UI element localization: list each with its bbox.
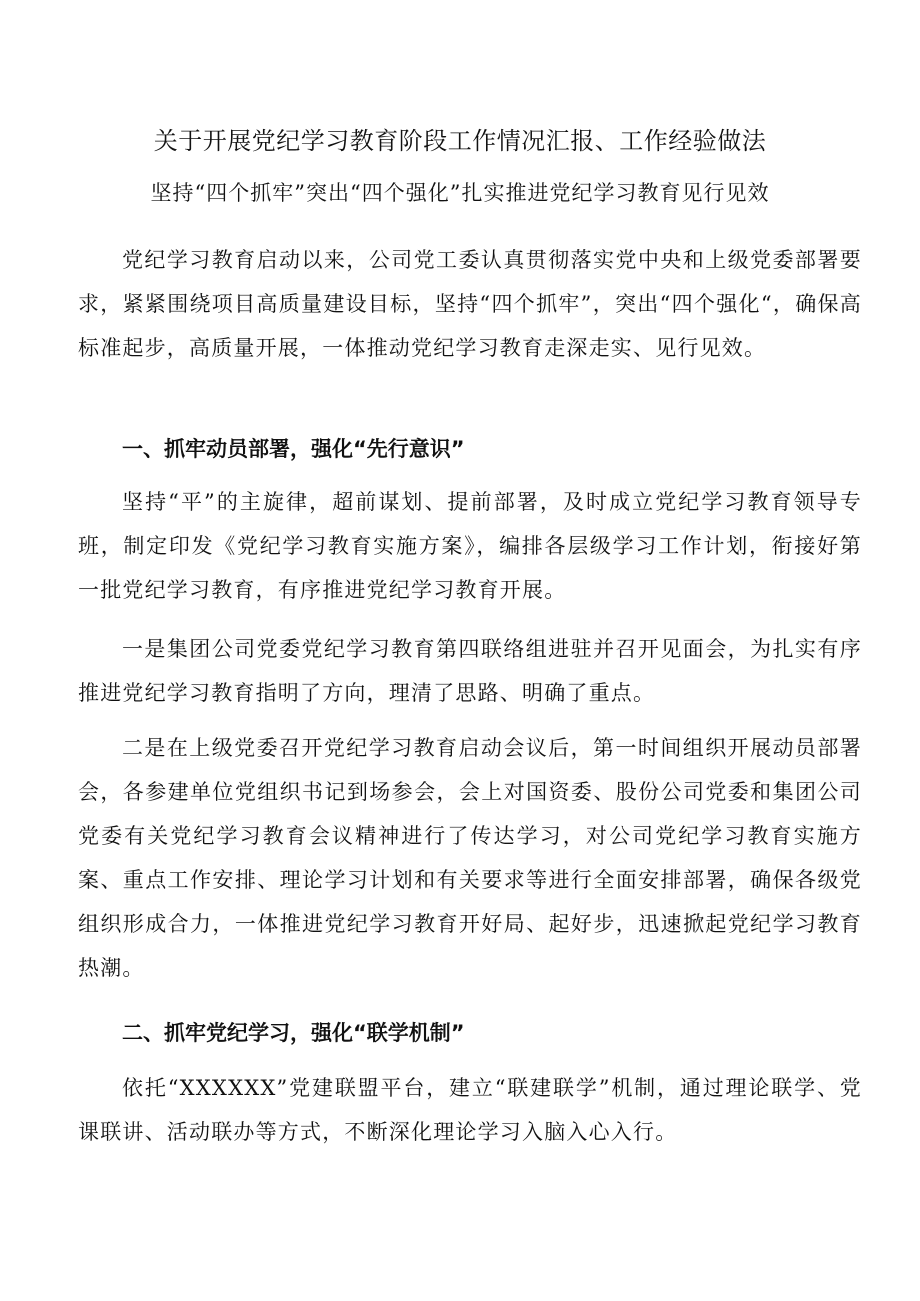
intro-paragraph: 党纪学习教育启动以来，公司党工委认真贯彻落实党中央和上级党委部署要求，紧紧围绕项目高质量建设目标，坚持“四个抓牢”，突出“四个强化“，确保高标准起步，高质量开展，一体推动党纪学习教育走深走实、见行见效。 xyxy=(78,248,862,360)
section-1-paragraph-1: 坚持“平”的主旋律，超前谋划、提前部署，及时成立党纪学习教育领导专班，制定印发《党纪学习教育实施方案》，编排各层级学习工作计划，衔接好第一批党纪学习教育，有序推进党纪学习教育开展。 xyxy=(78,490,862,602)
section-1-heading: 一、抓牢动员部署，强化“先行意识” xyxy=(122,437,465,461)
section-2-heading: 二、抓牢党纪学习，强化“联学机制” xyxy=(122,1021,465,1045)
section-2-paragraph-1: 依托“XXXXXX”党建联盟平台，建立“联建联学”机制，通过理论联学、党课联讲、活动联办等方式，不断深化理论学习入脑入心入行。 xyxy=(78,1076,862,1144)
document-subtitle: 坚持“四个抓牢”突出“四个强化”扎实推进党纪学习教育见行见效 xyxy=(150,181,770,205)
section-1-paragraph-2: 一是集团公司党委党纪学习教育第四联络组进驻并召开见面会，为扎实有序推进党纪学习教育指明了方向，理清了思路、明确了重点。 xyxy=(78,637,862,705)
document-title: 关于开展党纪学习教育阶段工作情况汇报、工作经验做法 xyxy=(153,127,767,155)
section-1-paragraph-3: 二是在上级党委召开党纪学习教育启动会议后，第一时间组织开展动员部署会，各参建单位党组织书记到场参会，会上对国资委、股份公司党委和集团公司党委有关党纪学习教育会议精神进行了传达学习，对公司党纪学习教育实施方案、重点工作安排、理论学习计划和有关要求等进行全面安排部署，确保各级党组织形成合力，一体推进党纪学习教育开好局、起好步，迅速掀起党纪学习教育热潮。 xyxy=(78,736,862,980)
